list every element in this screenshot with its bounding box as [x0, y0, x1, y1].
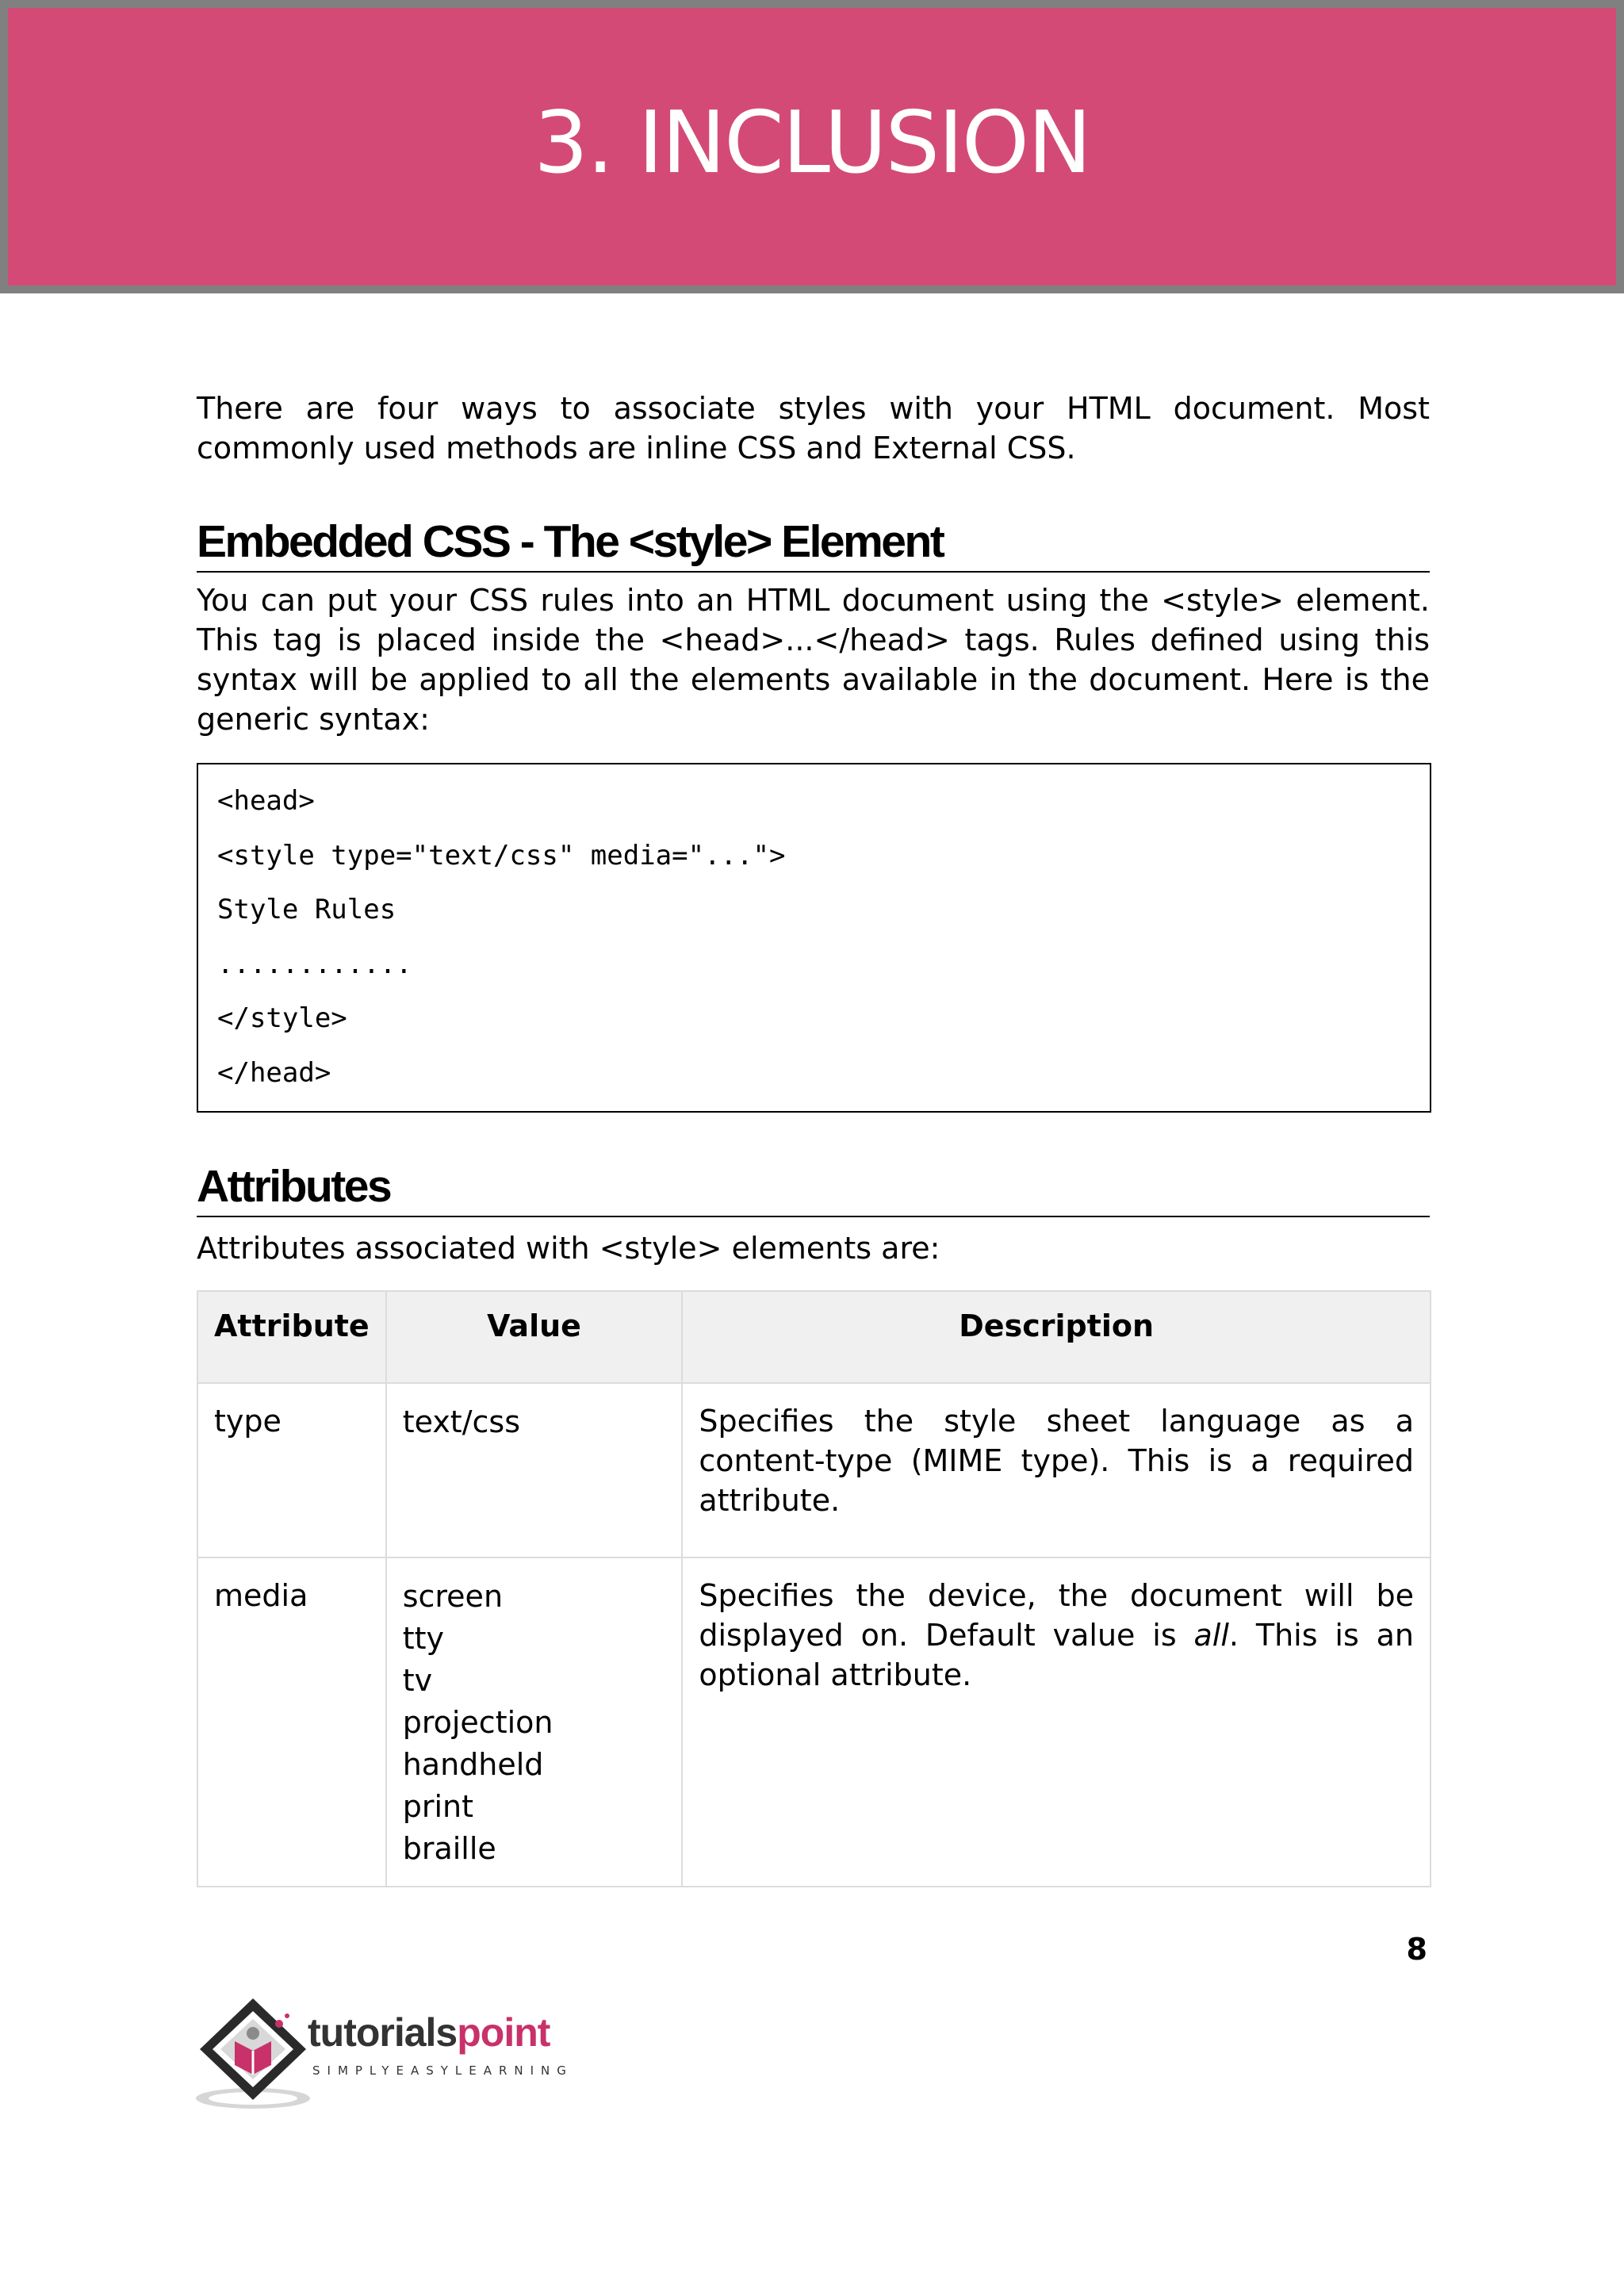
code-line: </style>	[217, 1002, 347, 1034]
code-line: <style type="text/css" media="...">	[217, 839, 786, 872]
table-header-row	[197, 1291, 1431, 1383]
code-line: <head>	[217, 785, 315, 817]
description-text: . This is an optional attribute.	[699, 1618, 1414, 1692]
column-header-description: Description	[682, 1291, 1431, 1383]
chapter-banner	[0, 0, 1624, 293]
table-row	[197, 1557, 1431, 1887]
tutorialspoint-logo	[193, 1992, 598, 2111]
logo-tagline: SIMPLYEASYLEARNING	[312, 2063, 573, 2078]
attribute-cell: media	[197, 1557, 386, 1887]
chapter-title: 3. INCLUSION	[534, 93, 1090, 193]
description-cell	[682, 1557, 1431, 1887]
logo-diamond-icon	[193, 1992, 312, 2111]
value-item: tv	[402, 1663, 433, 1698]
page-number: 8	[1406, 1932, 1427, 1967]
value-item: print	[402, 1789, 473, 1824]
value-cell	[386, 1383, 683, 1557]
attributes-paragraph: Attributes associated with <style> elements are:	[197, 1231, 940, 1266]
value-item: text/css	[402, 1404, 520, 1439]
description-emphasis: all	[1193, 1618, 1229, 1653]
code-block	[197, 763, 1431, 1113]
description-cell	[682, 1383, 1431, 1557]
description-text: Specifies the device, the document will be displayed on. Default value is	[699, 1578, 1414, 1653]
value-item: handheld	[402, 1747, 544, 1782]
column-header-attribute: Attribute	[197, 1291, 386, 1383]
value-item: tty	[402, 1621, 444, 1656]
logo-wordmark: tutorialspoint	[308, 2010, 550, 2055]
page-content	[197, 389, 1430, 1887]
attributes-heading: Attributes	[197, 1159, 1430, 1217]
code-line: </head>	[217, 1056, 331, 1089]
code-line: Style Rules	[217, 894, 396, 925]
table-row	[197, 1383, 1431, 1557]
code-line: ............	[217, 948, 412, 980]
embedded-css-heading: Embedded CSS - The <style> Element	[197, 514, 1430, 573]
column-header-value: Value	[386, 1291, 683, 1383]
value-cell	[386, 1557, 683, 1887]
value-item: braille	[402, 1831, 496, 1866]
description-text: Specifies the style sheet language as a content-type (MIME type). This is a required attribute.	[699, 1404, 1414, 1518]
value-item: screen	[402, 1579, 504, 1614]
intro-paragraph: There are four ways to associate styles with your HTML document. Most commonly used methods are inline CSS and External CSS.	[197, 391, 1430, 466]
attribute-cell: type	[197, 1383, 386, 1557]
embedded-css-paragraph: You can put your CSS rules into an HTML document using the <style> element. This tag is placed inside the <head>...</head> tags. Rules defined using this syntax will be applied to all the elements available in the document. Here is the generic syntax:	[197, 583, 1430, 737]
value-item: projection	[402, 1705, 553, 1740]
attributes-table	[197, 1290, 1431, 1887]
